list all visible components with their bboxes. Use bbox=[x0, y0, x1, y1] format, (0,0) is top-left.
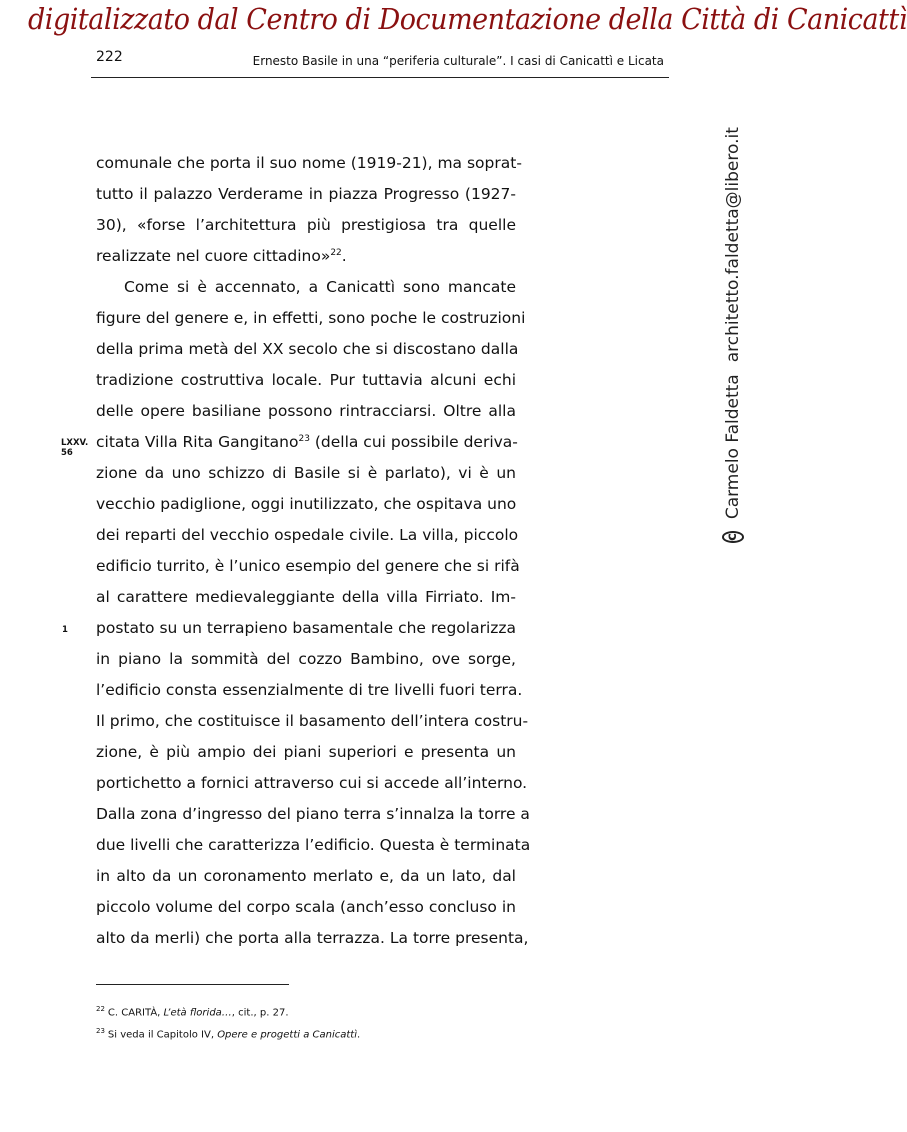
copyright-icon: c bbox=[722, 531, 744, 543]
text-line: portichetto a fornici attraverso cui si accede all’interno. bbox=[96, 774, 528, 792]
text-line: dei reparti del vecchio ospedale civile. La villa, piccolo bbox=[96, 526, 519, 544]
text-span: realizzate nel cuore cittadino» bbox=[96, 247, 331, 265]
footnote-title: Opere e progetti a Canicattì bbox=[217, 1029, 357, 1041]
running-head: Ernesto Basile in una “periferia culturale”. I casi di Canicattì e Licata bbox=[252, 54, 664, 68]
text-line: vecchio padiglione, oggi inutilizzato, che ospitava uno bbox=[96, 495, 517, 513]
text-line: Dalla zona d’ingresso del piano terra s’innalza la torre a bbox=[96, 805, 530, 823]
text-line bbox=[96, 241, 516, 272]
text-line: due livelli che caratterizza l’edificio. Questa è terminata bbox=[96, 836, 531, 854]
margin-note-number: 56 bbox=[61, 448, 73, 458]
text-line: zione da uno schizzo di Basile si è parlato), vi è un bbox=[96, 464, 516, 482]
page-number: 222 bbox=[96, 49, 123, 65]
footnote-ref-22: 22 bbox=[330, 247, 342, 258]
footnote-text: , cit., p. 27. bbox=[231, 1007, 289, 1019]
footnote bbox=[96, 1022, 360, 1044]
text-line: alto da merli) che porta alla terrazza. La torre presenta, bbox=[96, 929, 529, 947]
body-text bbox=[96, 148, 531, 954]
footnote-title: L’età florida… bbox=[163, 1007, 232, 1019]
footnote-text: . bbox=[357, 1029, 361, 1041]
text-span: . bbox=[341, 247, 347, 265]
footnote-ref-23: 23 bbox=[298, 433, 310, 444]
text-line: tradizione costruttiva locale. Pur tuttavia alcuni echi bbox=[96, 371, 516, 389]
text-line: al carattere medievaleggiante della villa Firriato. Im- bbox=[96, 588, 516, 606]
text-line: postato su un terrapieno basamentale che regolarizza bbox=[96, 619, 517, 637]
text-span: (della cui possibile deriva- bbox=[309, 433, 518, 451]
margin-note-plate bbox=[61, 438, 88, 458]
text-line: zione, è più ampio dei piani superiori e presenta un bbox=[96, 743, 516, 761]
footnote-number: 23 bbox=[96, 1027, 105, 1036]
digitization-banner: digitalizzato dal Centro di Documentazione della Città di Canicattì bbox=[28, 2, 907, 36]
text-line: 30), «forse l’architettura più prestigiosa tra quelle bbox=[96, 216, 516, 234]
footnote-rule bbox=[96, 984, 289, 985]
margin-note-label: LXXV. bbox=[61, 438, 89, 448]
footnote-text: Si veda il Capitolo IV, bbox=[107, 1029, 218, 1041]
footnote-text: C. CARITÀ, bbox=[107, 1007, 164, 1019]
copyright-email: architetto.faldetta@libero.it bbox=[723, 127, 743, 363]
footnote-number: 22 bbox=[96, 1005, 105, 1013]
copyright-notice bbox=[719, 127, 747, 541]
text-line: edificio turrito, è l’unico esempio del genere che si rifà bbox=[96, 557, 520, 575]
copyright-name: Carmelo Faldetta bbox=[723, 374, 743, 520]
text-line: delle opere basiliane possono rintracciarsi. Oltre alla bbox=[96, 402, 516, 420]
text-line: figure del genere e, in effetti, sono poche le costruzioni bbox=[96, 309, 526, 327]
text-line: in alto da un coronamento merlato e, da un lato, dal bbox=[96, 867, 516, 885]
text-span: citata Villa Rita Gangitano bbox=[96, 433, 299, 451]
text-line: Come si è accennato, a Canicattì sono mancate bbox=[124, 278, 516, 296]
footnote bbox=[96, 1000, 360, 1022]
text-line: l’edificio consta essenzialmente di tre livelli fuori terra. bbox=[96, 681, 523, 699]
text-line: Il primo, che costituisce il basamento dell’intera costru- bbox=[96, 712, 529, 730]
header-rule bbox=[91, 77, 669, 78]
text-line: piccolo volume del corpo scala (anch’esso concluso in bbox=[96, 898, 516, 916]
text-line: tutto il palazzo Verderame in piazza Progresso (1927- bbox=[96, 185, 516, 203]
text-line: della prima metà del XX secolo che si discostano dalla bbox=[96, 340, 519, 358]
margin-note-figure: 1 bbox=[62, 625, 68, 635]
text-line bbox=[96, 427, 516, 458]
footnotes bbox=[96, 1000, 360, 1045]
text-line: comunale che porta il suo nome (1919-21), ma soprat- bbox=[96, 154, 522, 172]
text-line: in piano la sommità del cozzo Bambino, ove sorge, bbox=[96, 650, 516, 668]
